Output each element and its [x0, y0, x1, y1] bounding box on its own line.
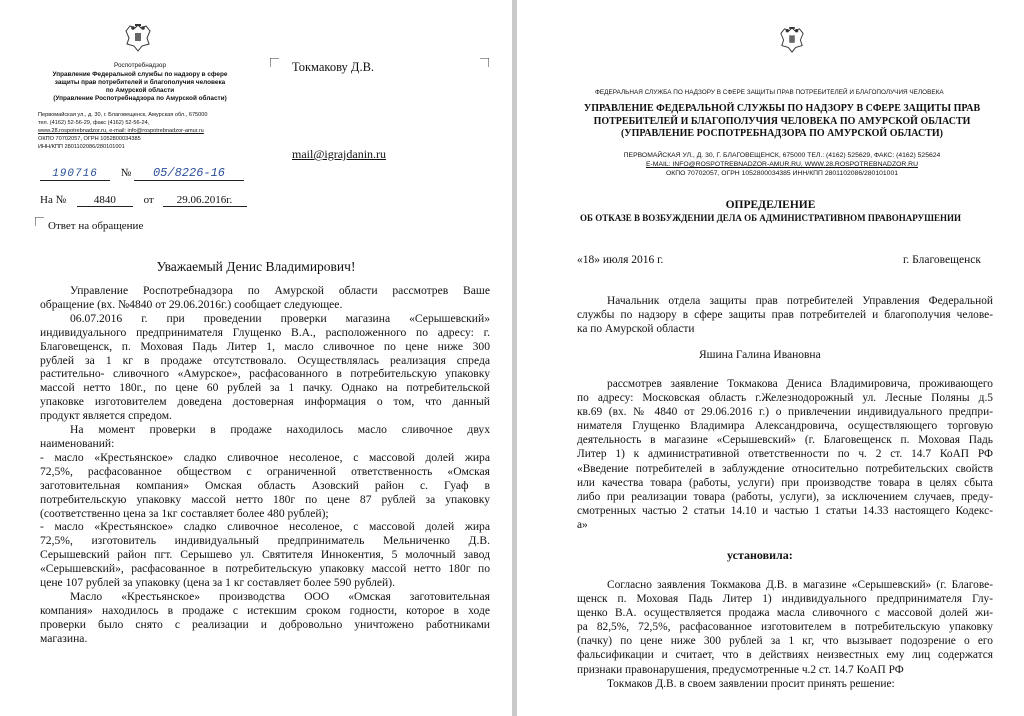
letter-body-line: магазина.: [40, 631, 88, 645]
org-line-1: УПРАВЛЕНИЕ ФЕДЕРАЛЬНОЙ СЛУЖБЫ ПО НАДЗОРУ В СФЕРЕ ЗАЩИТЫ ПРАВ: [583, 103, 981, 114]
registration-number-label: №: [120, 167, 132, 179]
contact-line-5: ИНН/КПП 2801102086/280101001: [38, 144, 125, 150]
letter-body-line: продукт является спредом.: [40, 409, 172, 423]
findings-line: щенск п. Моховая Падь Литер 1) индивидуального предпринимателя Глу-: [577, 593, 993, 606]
letter-body-line: 72,5%, изготовитель индивидуальный предприниматель Мельниченко Д.В.: [40, 534, 490, 548]
salutation: Уважаемый Денис Владимирович!: [156, 259, 356, 274]
letter-body-line: индивидуального предпринимателя Глущенко В.А., расположенного по адресу: г.: [40, 325, 490, 339]
contact-line-2: тел. (4162) 52-56-29, факс (4162) 52-56-24,: [38, 120, 150, 126]
coat-of-arms-icon: [124, 22, 152, 54]
findings-paragraph: [577, 578, 993, 691]
org-block: [572, 103, 992, 141]
letter-body-line: рублей за 1 кг в продаже отсутствовало. Осуществлялась реализация спреда: [40, 353, 490, 367]
reference-date: 29.06.2016г.: [163, 194, 247, 207]
established-heading: установила:: [727, 548, 793, 562]
org-line-3: по Амурской области: [105, 87, 175, 94]
findings-line: (пачку) по цене ниже 300 рублей за 1 кг, что вызывает подозрение о его: [577, 635, 993, 648]
letter-body-line: массой нетто 180г., по цене 60 рублей за 1 пачку. Однако на потребительской: [40, 381, 490, 395]
considering-line: кв.69 (вх. № 4840 от 29.06.2016 г.) о привлечении индивидуального предпри-: [577, 406, 993, 419]
org-line-3: (УПРАВЛЕНИЕ РОСПОТРЕБНАДЗОРА ПО АМУРСКОЙ ОБЛАСТИ): [620, 128, 944, 139]
findings-line: Токмаков Д.В. в своем заявлении просит принять решение:: [607, 677, 895, 690]
addressee: Токмакову Д.В.: [292, 60, 375, 74]
intro-line: Начальник отдела защиты прав потребителей Управления Федеральной: [607, 295, 993, 307]
document-title: ОПРЕДЕЛЕНИЕ: [725, 199, 816, 211]
letter-body-line: - масло «Крестьянское» сладко сливочное несоленое, с массовой долей жира: [40, 520, 490, 534]
registration-row: [40, 166, 244, 181]
letter-body-line: 72,5%, расфасованное обществом с ограниченной ответственность «Омская: [40, 464, 490, 478]
letter-body-line: (соответственно цена за 1кг составляет более 480 рублей);: [40, 506, 329, 520]
reference-number: 4840: [77, 194, 133, 207]
letter-body-line: Благовещенск, п. Моховая Падь Литер 1, масло сливочное по цене ниже 300: [40, 339, 490, 353]
registration-number: 05/8226-16: [134, 166, 244, 181]
considering-line: либо при реализации товара (работы, услуги), за исключением случаев, преду-: [577, 490, 993, 503]
letter-body-line: На момент проверки в продаже находилось масло сливочное двух: [70, 423, 490, 437]
letter-body-line: компания» находилось в продаже с истекшим сроком годности, которое в ходе: [40, 603, 490, 617]
letter-body-line: Управление Роспотребнадзора по Амурской области рассмотрев Ваше: [70, 284, 490, 297]
contact-line-3[interactable]: www.28.rospotrebnadzor.ru, e-mail: info@rospotrebnadzor-amur.ru: [38, 128, 204, 134]
org-line-1: Управление Федеральной службы по надзору в сфере: [52, 71, 228, 78]
letter-body-line: заготовительная компания» Омская область Азовский район с. Гуаф в: [40, 478, 490, 492]
letter-body-line: потребительскую упаковку массой нетто 180г по цене 87 рублей за упаковку: [40, 492, 490, 506]
letter-body-line: наименований:: [40, 436, 115, 450]
service-line: ФЕДЕРАЛЬНАЯ СЛУЖБА ПО НАДЗОРУ В СФЕРЕ ЗАЩИТЫ ПРАВ ПОТРЕБИТЕЛЕЙ И БЛАГОПОЛУЧИЯ ЧЕЛОВЕКА: [595, 89, 944, 96]
agency-short-name: Роспотребнадзор: [113, 62, 166, 69]
considering-line: по адресу: Московская область г.Железнодорожный ул. Лесные Поляны д.5: [577, 392, 993, 405]
contact-line-3: ОКПО 70702057, ОГРН 1052800034385 ИНН/КПП 2801102086/280101001: [665, 170, 899, 177]
letter-body-line: упаковке изготовителем доведена достоверная информация о том, что данный: [40, 395, 490, 409]
contact-line-1: ПЕРВОМАЙСКАЯ УЛ., Д. 30, Г. БЛАГОВЕЩЕНСК, 675000 ТЕЛ.: (4162) 525629, ФАКС: (4162) 525624: [623, 152, 941, 159]
coat-of-arms-icon: [779, 24, 805, 56]
letter-body-line: проверки было снято с реализации и добровольно уничтожено работниками: [40, 617, 490, 631]
findings-line: ра 82,5%, 72,5%, расфасованное изготовителем в потребительскую упаковку: [577, 621, 993, 634]
contact-block: [572, 151, 992, 178]
letter-body-line: обращение (вх. №4840 от 29.06.2016г.) сообщает следующее.: [40, 297, 343, 311]
contact-line-1: Первомайская ул., д. 30, г. Благовещенск, Амурская обл., 675000: [38, 112, 208, 118]
address-bracket-right: [480, 58, 489, 67]
org-line-4: (Управление Роспотребнадзора по Амурской области): [53, 95, 227, 102]
considering-line: а»: [577, 518, 588, 531]
considering-line: смотренных частью 2 статьи 14.10 и частью 1 статьи 14.33 настоящего Кодекс-: [577, 504, 993, 517]
considering-line: нимателя Глущенко Владимира Александровича, осуществляющего торговую: [577, 420, 993, 433]
findings-line: признаки правонарушения, предусмотренные ч.2 ст. 14.7 КоАП РФ: [577, 663, 904, 676]
contact-line-2[interactable]: E-MAIL: INFO@ROSPOTREBNADZOR-AMUR.RU, WWW.28.ROSPOTREBNADZOR.RU: [646, 161, 918, 168]
intro-paragraph: [577, 294, 993, 336]
right-document-page: [517, 0, 1024, 716]
document-city: г. Благовещенск: [903, 254, 981, 266]
letter-body-line: Серышевский район пгт. Серышево ул. Святителя Иннокентия, 5 молочный завод: [40, 548, 490, 562]
findings-line: фальсификации и считает, что в действиях неизвестных ему лиц содержатся: [577, 649, 993, 662]
considering-line: рассмотрев заявление Токмакова Дениса Владимировича, проживающего: [607, 378, 993, 390]
subject-line: Ответ на обращение: [48, 220, 144, 232]
addressee-email[interactable]: mail@igrajdanin.ru: [292, 147, 387, 161]
intro-line: службы по надзору в сфере защиты прав потребителей и благополучия челове-: [577, 309, 993, 322]
considering-line: «Введение потребителей в заблуждение относительно потребительских свойств: [577, 462, 993, 475]
document-date: «18» июля 2016 г.: [577, 254, 664, 266]
considering-paragraph: [577, 377, 993, 532]
considering-line: Литер 1) к административной ответственности по ч. 2 ст. 14.7 КоАП РФ: [577, 448, 993, 461]
official-name: Яшина Галина Ивановна: [699, 349, 821, 361]
registration-date: 190716: [40, 168, 110, 181]
org-line-2: ПОТРЕБИТЕЛЕЙ И БЛАГОПОЛУЧИЯ ЧЕЛОВЕКА ПО АМУРСКОЙ ОБЛАСТИ: [593, 115, 971, 127]
letter-body-line: Масло «Крестьянское» производства ООО «Омская заготовительная: [70, 589, 490, 603]
reference-from-label: от: [143, 194, 154, 206]
considering-line: или качества товара (работы, услуги) при производстве товара в целях сбыта: [577, 476, 993, 489]
document-subtitle: ОБ ОТКАЗЕ В ВОЗБУЖДЕНИИ ДЕЛА ОБ АДМИНИСТРАТИВНОМ ПРАВОНАРУШЕНИИ: [580, 213, 961, 223]
letter-body-line: «Серышевский», расфасованное в потребительскую упаковку массой нетто 180г по: [40, 562, 490, 576]
reference-label: На №: [40, 194, 67, 206]
letter-body: [40, 284, 490, 646]
subject-bracket: [35, 217, 44, 226]
org-line-2: защиты прав потребителей и благополучия человека: [54, 79, 226, 86]
findings-line: щенко В.А. осуществляется продажа масла сливочного с массовой долей жи-: [577, 607, 993, 620]
contact-line-4: ОКПО 70702057, ОГРН 1052800034385: [38, 136, 141, 142]
letter-body-line: 06.07.2016 г. при проведении проверки магазина «Серышевский»: [70, 311, 490, 325]
reference-row: [40, 194, 247, 207]
letter-body-line: - масло «Крестьянское» сладко сливочное несоленое, с массовой долей жира: [40, 450, 490, 464]
address-bracket-left: [270, 58, 279, 67]
findings-line: Согласно заявления Токмакова Д.В. в магазине «Серышевский» (г. Благове-: [607, 579, 993, 591]
intro-line: ка по Амурской области: [577, 323, 695, 336]
considering-line: деятельность в магазине «Серышевский» (г. Благовещенск п. Моховая Падь: [577, 434, 993, 447]
letter-body-line: цене 107 рублей за упаковку (цена за 1 кг составляет более 590 рублей).: [40, 576, 396, 590]
letter-body-line: растительно- сливочного «Амурское», расфасованного в потребительскую упаковку: [40, 367, 490, 381]
